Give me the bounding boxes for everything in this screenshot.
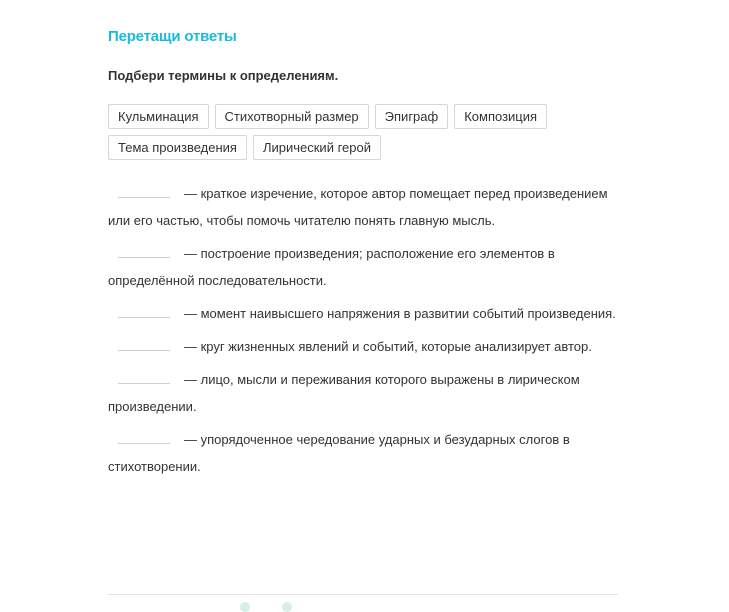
- decorative-dot: [282, 602, 292, 612]
- definition-text: — момент наивысшего напряжения в развитии событий произведения.: [184, 306, 616, 321]
- definition-item: [108, 300, 618, 327]
- definition-item: [108, 180, 618, 234]
- definition-text: — лицо, мысли и переживания которого выражены в лирическом произведении.: [108, 372, 580, 414]
- definition-item: [108, 426, 618, 480]
- definition-text: — круг жизненных явлений и событий, которые анализирует автор.: [184, 339, 592, 354]
- drop-slot[interactable]: [118, 370, 170, 384]
- definition-text: — краткое изречение, которое автор помещает перед произведением или его частью, чтобы помочь читателю понять главную мысль.: [108, 186, 608, 228]
- answer-chip-meter[interactable]: Стихотворный размер: [215, 104, 369, 129]
- drop-slot[interactable]: [118, 337, 170, 351]
- definition-item: [108, 333, 618, 360]
- drop-slot[interactable]: [118, 184, 170, 198]
- section-divider: [108, 594, 618, 595]
- definition-item: [108, 366, 618, 420]
- drop-slot[interactable]: [118, 430, 170, 444]
- decorative-dot: [240, 602, 250, 612]
- answer-chip-theme[interactable]: Тема произведения: [108, 135, 247, 160]
- definition-text: — упорядоченное чередование ударных и безударных слогов в стихотворении.: [108, 432, 570, 474]
- drop-slot[interactable]: [118, 244, 170, 258]
- definitions-list: [108, 180, 618, 486]
- answer-chip-climax[interactable]: Кульминация: [108, 104, 209, 129]
- task-title: Перетащи ответы: [108, 28, 237, 45]
- answer-chip-epigraph[interactable]: Эпиграф: [375, 104, 449, 129]
- answer-bank: [108, 104, 588, 160]
- answer-chip-composition[interactable]: Композиция: [454, 104, 547, 129]
- definition-item: [108, 240, 618, 294]
- task-instruction: Подбери термины к определениям.: [108, 68, 339, 83]
- drag-answers-task: [108, 0, 618, 608]
- definition-text: — построение произведения; расположение его элементов в определённой последовательности.: [108, 246, 555, 288]
- answer-chip-lyrical-hero[interactable]: Лирический герой: [253, 135, 381, 160]
- drop-slot[interactable]: [118, 304, 170, 318]
